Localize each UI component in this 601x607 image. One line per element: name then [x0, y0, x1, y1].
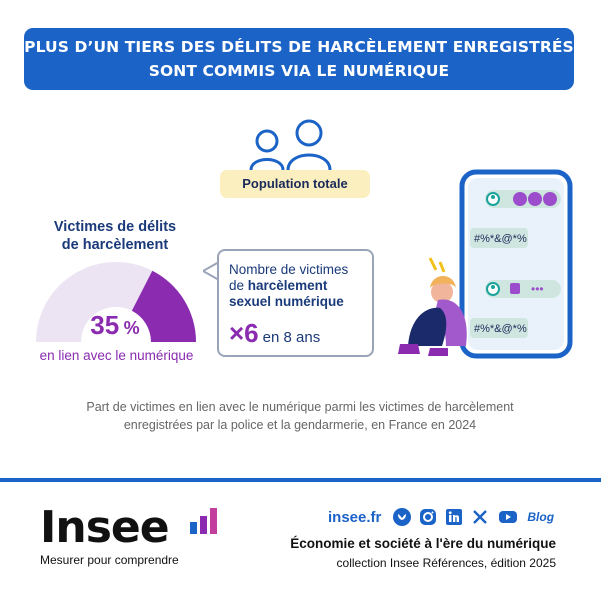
phone-message-1: #%*&@*%: [474, 233, 527, 245]
share-unit: %: [123, 318, 140, 338]
share-number: 35: [90, 310, 120, 340]
sitting-person-icon: [398, 276, 467, 356]
callout-multiplier: [229, 318, 320, 349]
source-note: [30, 398, 570, 434]
harassment-illustration: [390, 168, 580, 368]
victims-title: [40, 218, 190, 254]
youtube-icon[interactable]: [497, 508, 519, 526]
source-line-1: Part de victimes en lien avec le numérique parmi les victimes de harcèlement: [86, 400, 514, 414]
publication-title: Économie et société à l'ère du numérique: [290, 536, 556, 551]
headline-line-2: SONT COMMIS VIA LE NUMÉRIQUE: [148, 62, 450, 80]
headline-banner: [24, 28, 574, 90]
devil-icon: [513, 192, 557, 206]
footer-divider: [0, 478, 601, 482]
population-label: Population totale: [220, 170, 370, 198]
site-link[interactable]: insee.fr: [328, 508, 382, 526]
share-value: [60, 310, 170, 341]
callout-bold-2: sexuel numérique: [229, 294, 344, 309]
logo-wordmark: Insee: [40, 502, 169, 553]
instagram-icon[interactable]: [419, 508, 437, 526]
victims-title-line-2: de harcèlement: [61, 237, 169, 253]
callout-line-2: [229, 278, 369, 294]
people-icon: [248, 116, 338, 172]
publication-collection: collection Insee Références, édition 2025: [336, 556, 556, 570]
logo-tagline: Mesurer pour comprendre: [40, 553, 179, 567]
phone-message-2: #%*&@*%: [474, 323, 527, 335]
multiplier-period: en 8 ans: [262, 329, 321, 346]
footer-links: [328, 508, 554, 526]
share-caption: en lien avec le numérique: [39, 348, 194, 363]
typing-indicator: •••: [531, 282, 544, 296]
blog-link[interactable]: Blog: [527, 510, 555, 524]
linkedin-icon[interactable]: [445, 508, 463, 526]
source-line-2: enregistrées par la police et la gendarmerie, en France en 2024: [123, 418, 477, 432]
x-icon[interactable]: [471, 508, 489, 526]
bluesky-icon[interactable]: [393, 508, 411, 526]
insee-logo[interactable]: [40, 502, 179, 567]
victims-title-line-1: Victimes de délits: [53, 219, 177, 235]
callout-bold-1: harcèlement: [247, 278, 328, 293]
headline-line-1: PLUS D’UN TIERS DES DÉLITS DE HARCÈLEMENT ENREGISTRÉS: [24, 38, 574, 56]
thumbs-down-icon: [510, 283, 520, 294]
callout-text: [229, 262, 369, 310]
callout-line-2-prefix: de: [229, 278, 248, 293]
multiplier-value: ×6: [229, 318, 259, 348]
logo-bars-icon: [188, 506, 218, 536]
callout-line-1: Nombre de victimes: [229, 262, 349, 277]
